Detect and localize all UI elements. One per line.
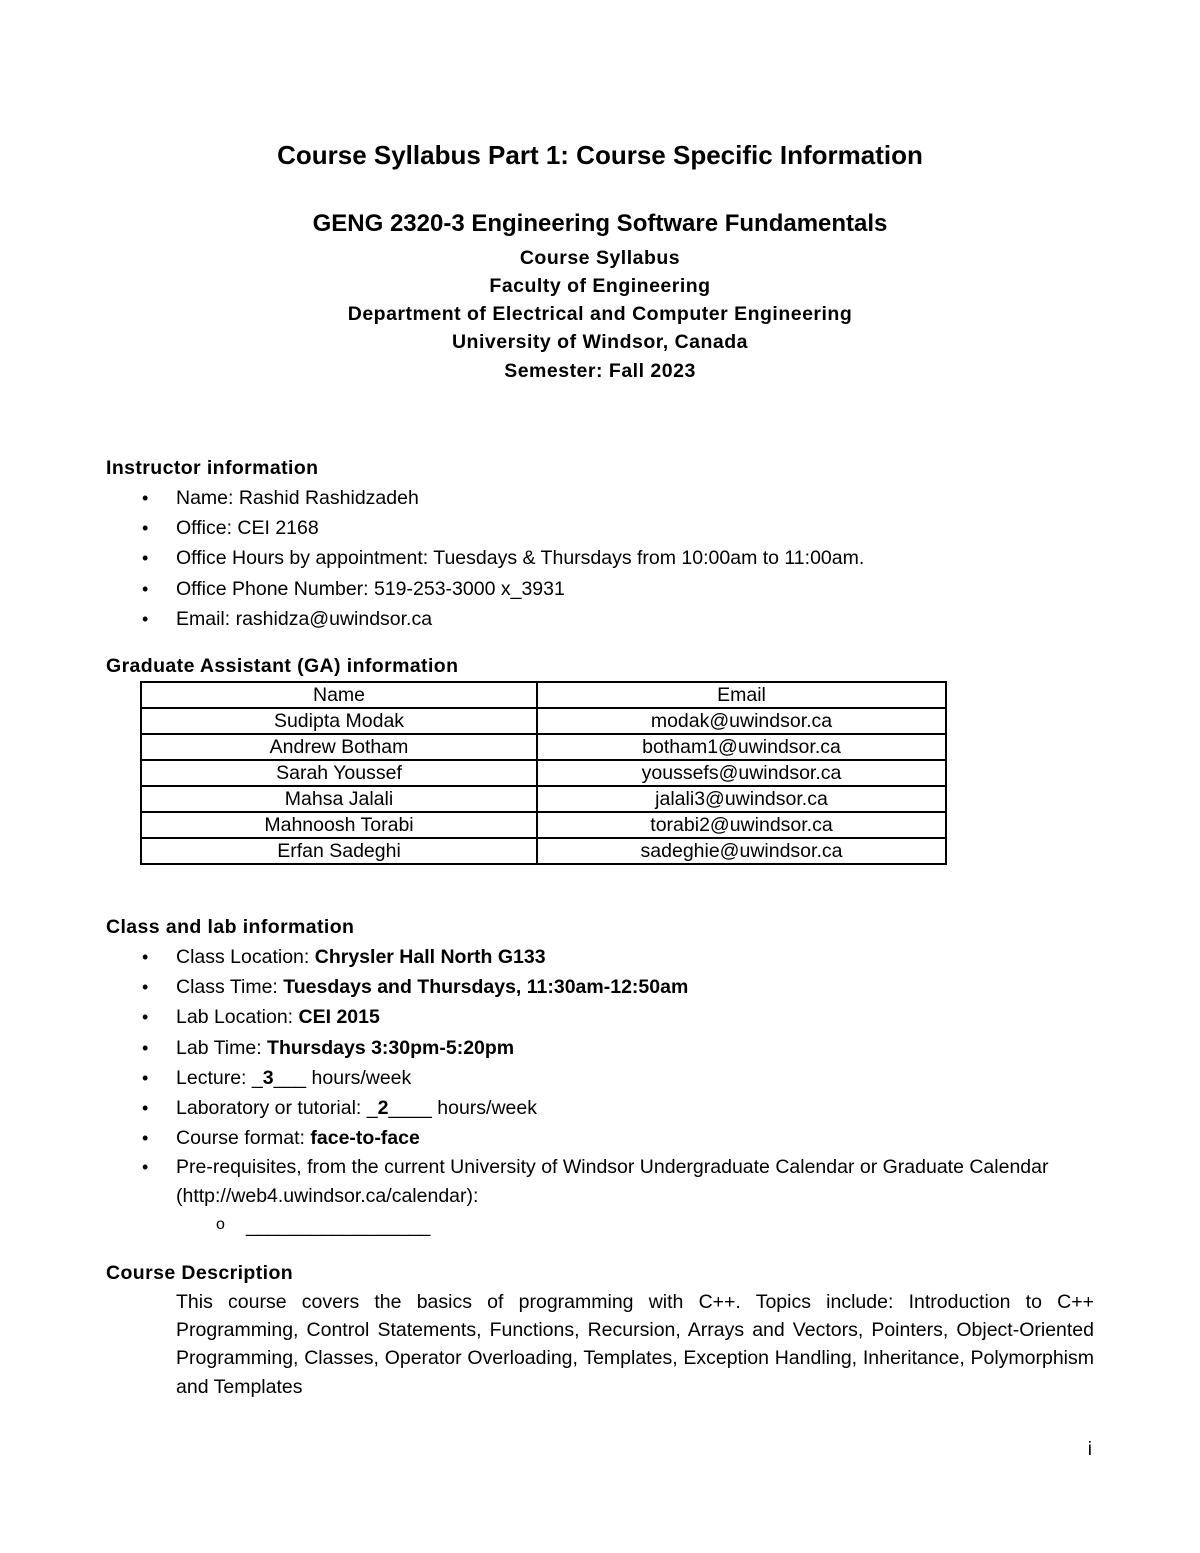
table-row xyxy=(141,708,946,734)
lecture-hours-item xyxy=(106,1063,1056,1093)
ga-email: modak@uwindsor.ca xyxy=(537,708,946,734)
item-label: Lab Time: xyxy=(176,1036,268,1059)
ga-email: sadeghie@uwindsor.ca xyxy=(537,838,946,864)
subtitle-line: Faculty of Engineering xyxy=(489,275,711,297)
lab-hours-item xyxy=(106,1093,1056,1123)
course-format-value: face-to-face xyxy=(310,1127,420,1150)
prerequisites-blank: o _________________ xyxy=(176,1211,1056,1241)
item-label: Laboratory or tutorial: _ xyxy=(176,1096,378,1119)
lecture-hours-value: 3 xyxy=(262,1066,274,1089)
ga-email: botham1@uwindsor.ca xyxy=(537,734,946,760)
class-location-value: Chrysler Hall North G133 xyxy=(314,946,546,968)
class-location-item xyxy=(106,942,1056,972)
class-time-value: Tuesdays and Thursdays, 11:30am-12:50am xyxy=(283,976,689,999)
item-label: Class Time: xyxy=(176,976,284,999)
list-item: • Office Phone Number: 519-253-3000 x_3931 xyxy=(106,574,864,604)
ga-name: Andrew Botham xyxy=(141,734,537,760)
item-label: Lab Location: xyxy=(176,1006,299,1029)
item-label: Lecture: _ xyxy=(176,1066,263,1089)
ga-heading: Graduate Assistant (GA) information xyxy=(106,655,459,677)
ga-name: Erfan Sadeghi xyxy=(141,838,537,864)
column-header-email: Email xyxy=(537,682,946,708)
list-item: • Office: CEI 2168 xyxy=(106,513,864,543)
course-description: This course covers the basics of programming with C++. Topics include: Introduction to C++ Programming, Control Statements, Functions, Recursion, Arrays and Vectors, Pointers, Object-Oriented Programming, Classes, Operator Overloading, Templates, Exception Handling, Inheritance, Polymorphism and Templates xyxy=(176,1291,1094,1398)
list-item: • Office Hours by appointment: Tuesdays & Thursdays from 10:00am to 11:00am. xyxy=(106,543,864,573)
ga-email: torabi2@uwindsor.ca xyxy=(537,812,946,838)
class-info-list xyxy=(106,942,1056,1241)
item-label: Course format: xyxy=(176,1127,311,1150)
ga-email: youssefs@uwindsor.ca xyxy=(537,760,946,786)
class-time-item xyxy=(106,972,1056,1002)
subtitle-line: University of Windsor, Canada xyxy=(451,331,749,353)
ga-name: Mahnoosh Torabi xyxy=(141,812,537,838)
page-number: i xyxy=(1087,1439,1092,1460)
table-row xyxy=(141,734,946,760)
lab-time-item xyxy=(106,1033,1056,1063)
table-row xyxy=(141,812,946,838)
table-header-row xyxy=(141,682,946,708)
ga-name: Mahsa Jalali xyxy=(141,786,537,812)
ga-name: Sudipta Modak xyxy=(141,708,537,734)
table-row xyxy=(141,760,946,786)
item-suffix: ____ hours/week xyxy=(388,1096,537,1119)
column-header-name: Name xyxy=(141,682,537,708)
lab-location-item xyxy=(106,1002,1056,1032)
ga-name: Sarah Youssef xyxy=(141,760,537,786)
subtitle-line: Department of Electrical and Computer Engineering xyxy=(347,303,853,325)
subtitle-line: Course Syllabus xyxy=(519,247,681,269)
item-label: Class Location: xyxy=(176,946,315,968)
subtitle-line: Semester: Fall 2023 xyxy=(504,360,696,382)
course-title: GENG 2320-3 Engineering Software Fundamentals xyxy=(312,210,888,237)
lab-hours-value: 2 xyxy=(377,1096,389,1119)
list-item: • Name: Rashid Rashidzadeh xyxy=(106,483,864,513)
table-row xyxy=(141,838,946,864)
list-item: • Email: rashidza@uwindsor.ca xyxy=(106,604,864,634)
class-info-heading: Class and lab information xyxy=(106,916,355,938)
course-format-item xyxy=(106,1123,1056,1153)
lab-location-value: CEI 2015 xyxy=(298,1006,380,1029)
page-title: Course Syllabus Part 1: Course Specific Information xyxy=(277,140,923,170)
prerequisites-item xyxy=(106,1153,1056,1241)
instructor-heading: Instructor information xyxy=(106,457,319,479)
lab-time-value: Thursdays 3:30pm-5:20pm xyxy=(267,1036,515,1059)
description-heading: Course Description xyxy=(106,1262,294,1284)
item-suffix: ___ hours/week xyxy=(273,1066,412,1089)
ga-table xyxy=(140,681,947,865)
prerequisites-text: Pre-requisites, from the current University of Windsor Undergraduate Calendar or Graduate Calendar (http://web4.uwindsor.ca/calendar): xyxy=(176,1156,1049,1208)
table-row xyxy=(141,786,946,812)
instructor-list xyxy=(106,483,864,634)
prerequisites-sublist xyxy=(176,1211,1056,1241)
ga-email: jalali3@uwindsor.ca xyxy=(537,786,946,812)
